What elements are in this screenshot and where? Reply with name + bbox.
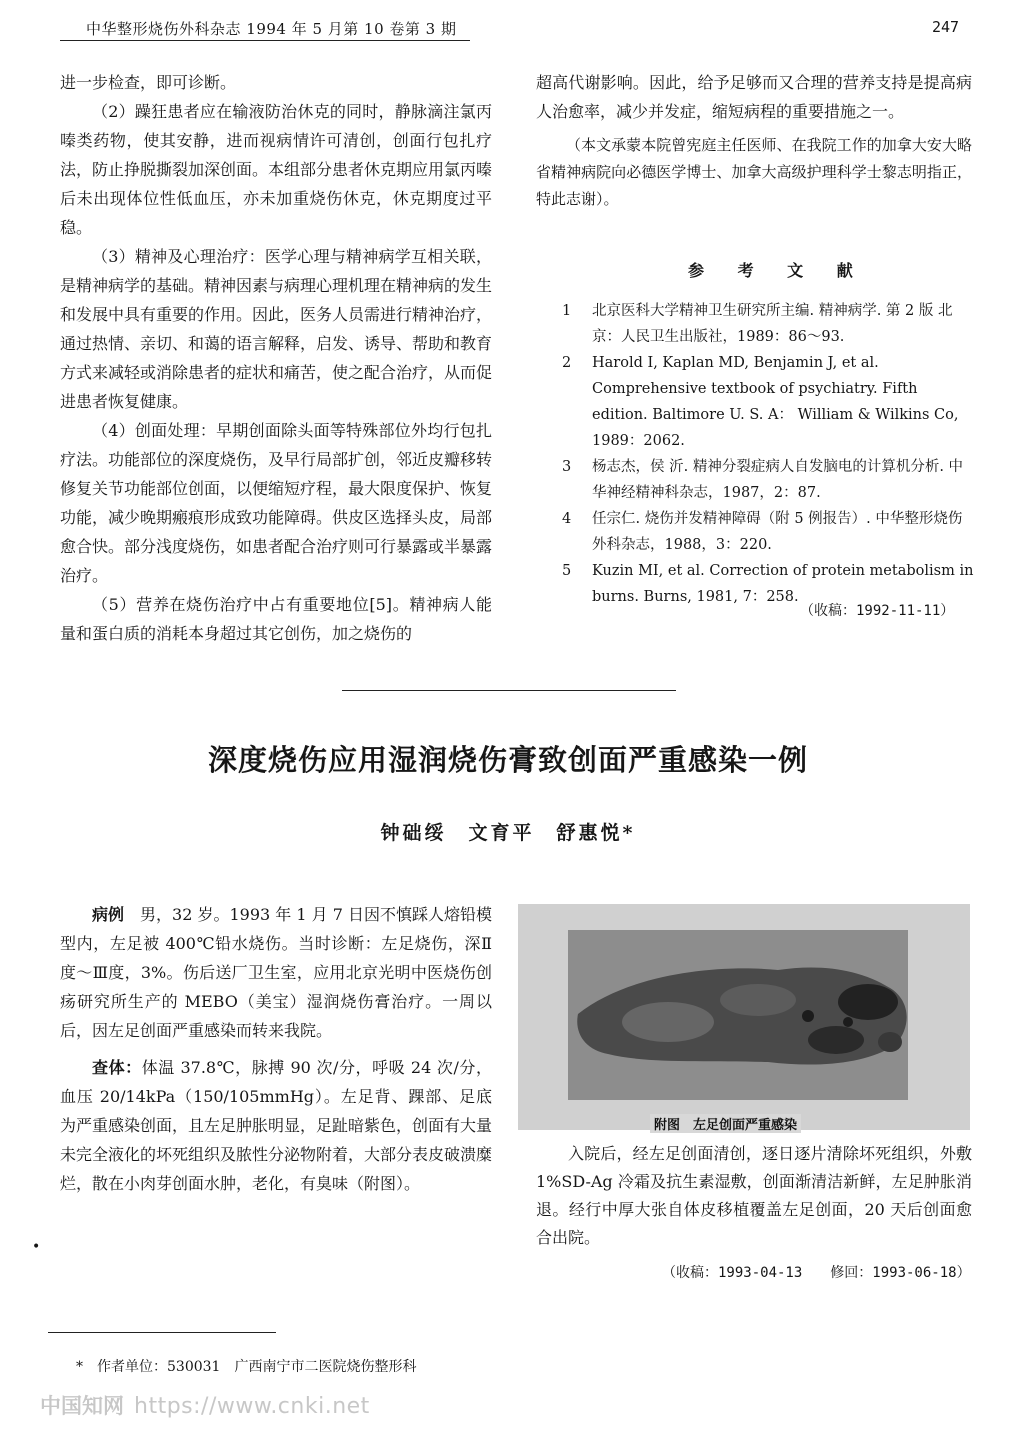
foot-photo-image: [518, 904, 970, 1130]
section-divider: [342, 690, 676, 691]
figure-caption: 附图 左足创面严重感染: [650, 1114, 801, 1133]
exam-text: 体温 37.8℃，脉搏 90 次/分，呼吸 24 次/分，血压 20/14kPa（150/105mmHg）。左足背、踝部、足底为严重感染创面，且左足肿胀明显，足趾暗紫色，创面有大量未完全液化的坏死组织及脓性分泌物附着，大部分表皮破溃糜烂，散在小肉芽创面水肿，老化，有臭味（附图）。: [60, 1058, 493, 1193]
page-number: 247: [932, 18, 960, 36]
cnki-watermark: [40, 1390, 370, 1420]
article-title: 深度烧伤应用湿润烧伤膏致创面严重感染一例: [207, 743, 808, 777]
reference-text: 杨志杰，侯 沂. 精神分裂症病人自发脑电的计算机分析. 中华神经精神科杂志，1987，2：87.: [592, 459, 964, 501]
right-column-case: [536, 1140, 972, 1252]
reference-item: [562, 350, 974, 454]
left-column-top: [60, 68, 492, 648]
reference-number: 5: [562, 563, 572, 579]
reference-text: 任宗仁. 烧伤并发精神障碍（附 5 例报告）. 中华整形烧伤外科杂志，1988，3：220.: [592, 511, 963, 553]
watermark-brand: 中国知网: [40, 1394, 124, 1418]
footnote-rule: [48, 1332, 276, 1333]
journal-header: 中华整形烧伤外科杂志 1994 年 5 月第 10 卷第 3 期: [86, 20, 457, 38]
reference-item: [562, 298, 974, 350]
reference-number: 2: [562, 355, 572, 371]
case-paragraph: [60, 900, 492, 1045]
reference-number: 1: [562, 303, 572, 319]
acknowledgement: （本文承蒙本院曾宪庭主任医师、在我院工作的加拿大安大略省精神病院向必德医学博士、加拿大高级护理科学士黎志明指正，特此志谢）。: [536, 136, 972, 208]
margin-mark: •: [32, 1239, 41, 1255]
exam-label: 查体：: [92, 1058, 142, 1077]
wound-photo: [518, 904, 970, 1130]
reference-item: [562, 506, 974, 558]
left-column-case: [60, 900, 492, 1198]
paragraph: （3）精神及心理治疗：医学心理与精神病学互相关联，是精神病学的基础。精神因素与病理心理机理在精神病的发生和发展中具有重要的作用。因此，医务人员需进行精神治疗，通过热情、亲切、和蔼的语言解释，启发、诱导、帮助和教育方式来减轻或消除患者的症状和痛苦，使之配合治疗，从而促进患者恢复健康。: [60, 247, 493, 411]
references-list: [562, 298, 974, 610]
case-text: 男，32 岁。1993 年 1 月 7 日因不慎踩人熔铅模型内，左足被 400℃铅水烧伤。当时诊断：左足烧伤，深Ⅱ度～Ⅲ度，3%。伤后送厂卫生室，应用北京光明中医烧伤创疡研究所生产的 MEBO（美宝）湿润烧伤膏治疗。一周以后，因左足创面严重感染而转来我院。: [60, 905, 492, 1040]
right-column-top: [536, 68, 972, 213]
treatment-paragraph: 入院后，经左足创面清创，逐日逐片清除坏死组织，外敷 1%SD-Ag 冷霜及抗生素湿敷，创面渐清洁新鲜，左足肿胀消退。经行中厚大张自体皮移植覆盖左足创面，20 天后创面愈合出院。: [536, 1144, 972, 1247]
references-title: 参 考 文 献: [688, 261, 867, 280]
reference-text: Kuzin MI, et al. Correction of protein metabolism in burns. Burns, 1981, 7：258.: [592, 563, 974, 605]
exam-paragraph: [60, 1053, 492, 1198]
received-date: （收稿：1992-11-11）: [800, 603, 955, 619]
reference-number: 3: [562, 459, 572, 475]
reference-item: [562, 454, 974, 506]
reference-text: 北京医科大学精神卫生研究所主编. 精神病学. 第 2 版 北京：人民卫生出版社，1989：86～93.: [592, 303, 953, 345]
reference-number: 4: [562, 511, 572, 527]
paragraph: 进一步检查，即可诊断。: [60, 73, 237, 92]
header-rule: [60, 40, 470, 41]
paragraph: （2）躁狂患者应在输液防治休克的同时，静脉滴注氯丙嗪类药物，使其安静，进而视病情许可清创，创面行包扎疗法，防止挣脱撕裂加深创面。本组部分患者休克期应用氯丙嗪后未出现体位性低血压，亦未加重烧伤休克，休克期度过平稳。: [60, 102, 493, 237]
paragraph: 超高代谢影响。因此，给予足够而又合理的营养支持是提高病人治愈率，减少并发症，缩短病程的重要措施之一。: [536, 73, 972, 121]
case-label: 病例: [92, 905, 125, 924]
paragraph: （5）营养在烧伤治疗中占有重要地位[5]。精神病人能量和蛋白质的消耗本身超过其它创伤，加之烧伤的: [60, 595, 492, 643]
received-revised-dates: （收稿：1993-04-13 修回：1993-06-18）: [662, 1265, 971, 1281]
reference-text: Harold I, Kaplan MD, Benjamin J, et al. Comprehensive textbook of psychiatry. Fifth edition. Baltimore U. S. A： William & Wilkins Co, 1989：2062.: [592, 355, 959, 449]
paragraph: （4）创面处理：早期创面除头面等特殊部位外均行包扎疗法。功能部位的深度烧伤，及早行局部扩创，邻近皮瓣移转修复关节功能部位创面，以便缩短疗程，最大限度保护、恢复功能，减少晚期瘢痕形成致功能障碍。供皮区选择头皮，局部愈合快。部分浅度烧伤，如患者配合治疗则可行暴露或半暴露治疗。: [60, 421, 493, 585]
watermark-url: https://www.cnki.net: [134, 1394, 370, 1419]
author-affiliation-footnote: * 作者单位：530031 广西南宁市二医院烧伤整形科: [76, 1359, 417, 1375]
article-authors: 钟础绥 文育平 舒惠悦*: [380, 822, 636, 844]
